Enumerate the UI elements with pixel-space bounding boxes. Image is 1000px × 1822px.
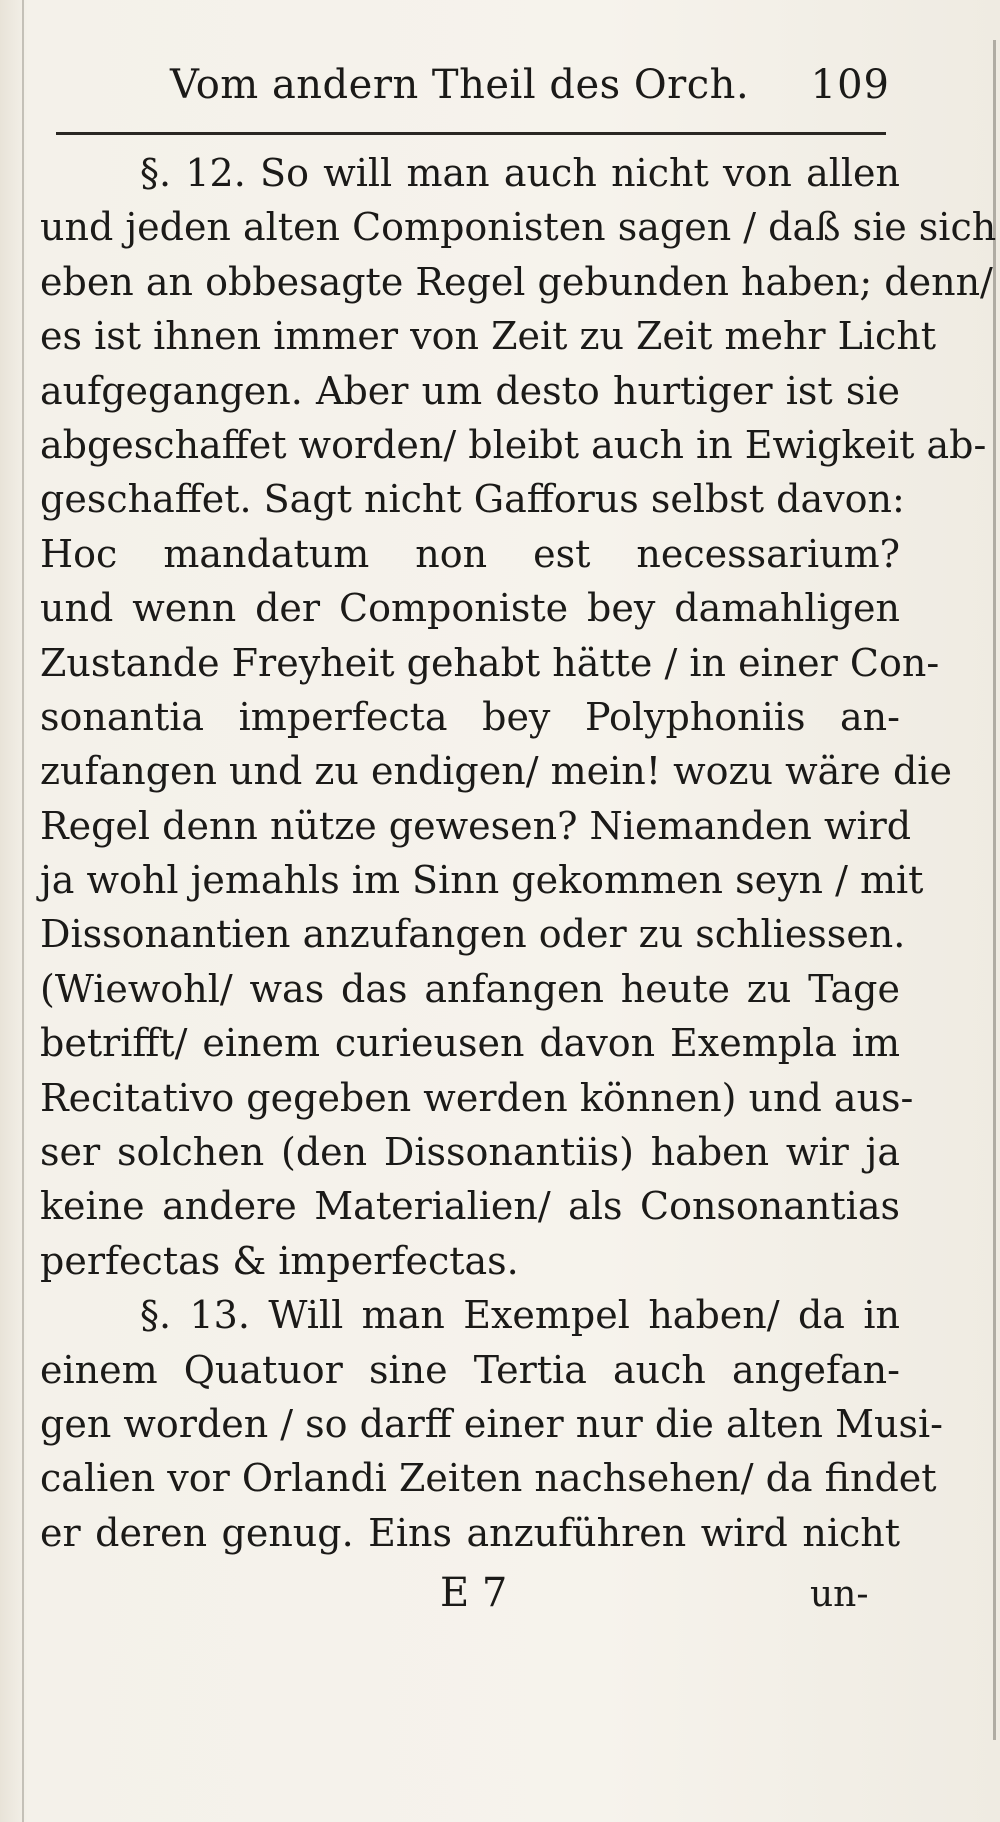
text-line: einem Quatuor sine Tertia auch angefan-	[40, 1347, 900, 1392]
running-head: Vom andern Theil des Orch.	[170, 62, 750, 108]
text-line: Recitativo gegeben werden können) und aus-	[40, 1075, 914, 1120]
text-line: keine andere Materialien/ als Consonantias	[40, 1184, 900, 1229]
text-line: eben an obbesagte Regel gebunden haben; denn/	[40, 259, 993, 304]
page-header	[170, 62, 890, 118]
text-line: perfectas & imperfectas.	[40, 1238, 519, 1283]
text-line: Zustande Freyheit gehabt hätte / in einer Con-	[40, 640, 940, 685]
text-line: abgeschaffet worden/ bleibt auch in Ewigkeit ab-	[40, 422, 987, 467]
text-line: geschaffet. Sagt nicht Gafforus selbst davon:	[40, 477, 905, 522]
text-line: §. 12. So will man auch nicht von allen	[140, 151, 900, 195]
text-line: Regel denn nütze gewesen? Niemanden wird	[40, 803, 912, 848]
header-rule	[56, 132, 886, 135]
text-line: und wenn der Componiste bey damahligen	[40, 586, 900, 631]
text-line: ja wohl jemahls im Sinn gekommen seyn / mit	[40, 858, 924, 903]
text-line: betrifft/ einem curieusen davon Exempla im	[40, 1021, 900, 1066]
text-line: und jeden alten Componisten sagen / daß sie sich	[40, 205, 997, 250]
catchword: un-	[810, 1574, 869, 1615]
text-line: ser solchen (den Dissonantiis) haben wir ja	[40, 1130, 900, 1175]
text-line: Hoc mandatum non est necessarium?	[40, 531, 900, 576]
page-outer-edge	[993, 40, 996, 1740]
text-line: gen worden / so darff einer nur die alten Musi-	[40, 1401, 943, 1446]
page-gutter-edge	[22, 0, 24, 1822]
signature-mark: E 7	[440, 1570, 508, 1616]
text-line: er deren genug. Eins anzuführen wird nicht	[40, 1510, 900, 1555]
body-text	[40, 146, 997, 1560]
text-line: (Wiewohl/ was das anfangen heute zu Tage	[40, 966, 900, 1011]
text-line: zufangen und zu endigen/ mein! wozu wäre die	[40, 749, 952, 794]
text-line: Dissonantien anzufangen oder zu schliessen.	[40, 912, 906, 957]
text-line: sonantia imperfecta bey Polyphoniis an-	[40, 694, 900, 739]
page-number: 109	[810, 62, 890, 108]
text-line: calien vor Orlandi Zeiten nachsehen/ da findet	[40, 1456, 937, 1501]
text-line: es ist ihnen immer von Zeit zu Zeit mehr Licht	[40, 314, 937, 359]
text-line: §. 13. Will man Exempel haben/ da in	[140, 1293, 900, 1338]
text-line: aufgegangen. Aber um desto hurtiger ist sie	[40, 368, 900, 413]
